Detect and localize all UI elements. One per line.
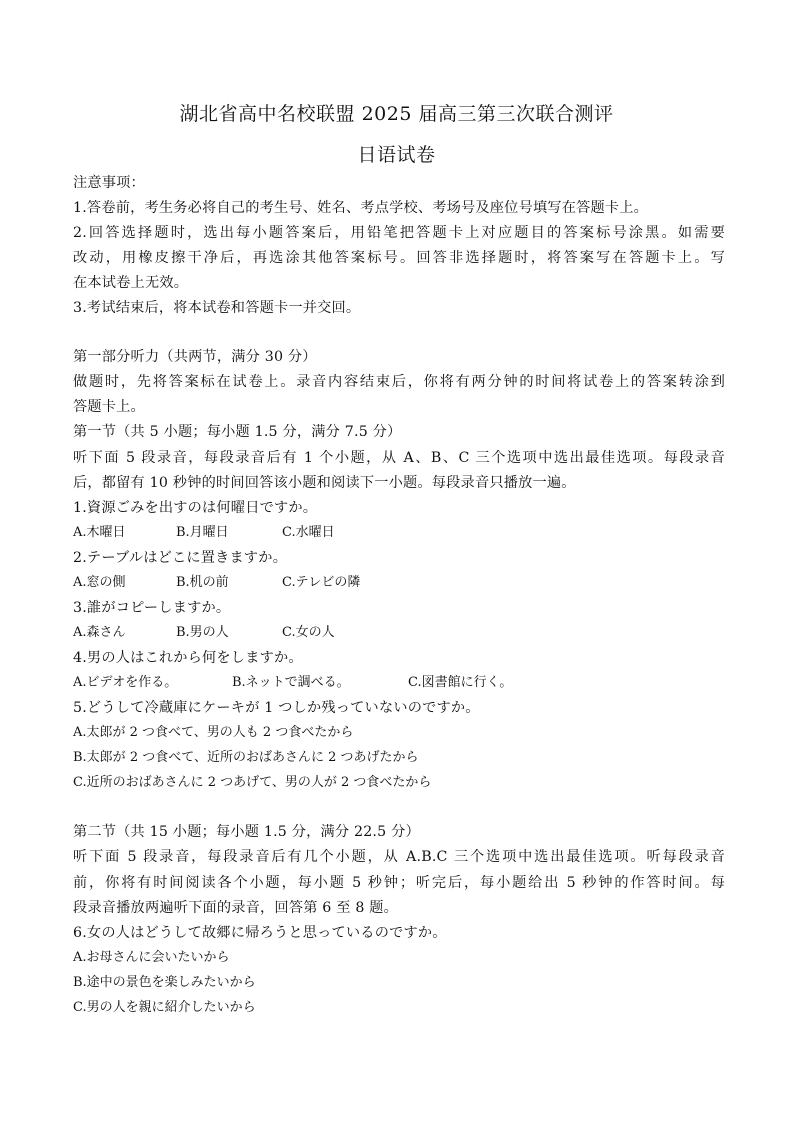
question-4: 4.男の人はこれから何をしますか。 <box>73 650 303 666</box>
notice-heading: 注意事项： <box>73 175 145 191</box>
section2-heading: 第二节（共 15 小题；每小题 1.5 分，满分 22.5 分） <box>73 824 420 840</box>
notice-item-2-line-2: 改动，用橡皮擦干净后，再选涂其他答案标号。回答非选择题时，将答案写在答题卡上。写 <box>73 250 725 266</box>
question-3: 3.誰がコピーしますか。 <box>73 600 231 616</box>
section2-intro-line-1: 听下面 5 段录音，每段录音后有几个小题，从 A.B.C 三个选项中选出最佳选项。听每段录音 <box>73 849 725 865</box>
question-2: 2.テーブルはどこに置きますか。 <box>73 550 288 566</box>
section1-intro-line-1: 听下面 5 段录音，每段录音后有 1 个小题，从 A、B、C 三个选项中选出最佳选项。每段录音 <box>73 450 725 466</box>
part1-heading: 第一部分听力（共两节，满分 30 分） <box>73 349 317 365</box>
notice-item-1: 1.答卷前，考生务必将自己的考生号、姓名、考点学校、考场号及座位号填写在答题卡上。 <box>73 200 649 216</box>
part1-intro-line-1: 做题时，先将答案标在试卷上。录音内容结束后，你将有两分钟的时间将试卷上的答案转涂到 <box>73 374 725 390</box>
question-4-option-b: B.ネットで調べる。 <box>232 675 350 690</box>
exam-subtitle: 日语试卷 <box>357 144 436 166</box>
question-1: 1.資源ごみを出すのは何曜日ですか。 <box>73 500 318 516</box>
question-3-option-c: C.女の人 <box>282 625 335 640</box>
question-6-option-c: C.男の人を親に紹介したいから <box>73 1000 256 1015</box>
question-1-option-b: B.月曜日 <box>176 525 229 540</box>
section2-intro-line-2: 前，你将有时间阅读各个小题，每小题 5 秒钟；听完后，每小题给出 5 秒钟的作答时间。每 <box>73 875 725 891</box>
question-1-option-a: A.木曜日 <box>73 525 126 540</box>
question-4-option-a: A.ビデオを作る。 <box>73 675 178 690</box>
question-4-option-c: C.図書館に行く。 <box>408 675 513 690</box>
question-3-option-a: A.森さん <box>73 625 126 640</box>
section1-intro-line-2: 后，都留有 10 秒钟的时间回答该小题和阅读下一小题。每段录音只播放一遍。 <box>73 475 576 491</box>
question-6: 6.女の人はどうして故郷に帰ろうと思っているのですか。 <box>73 925 447 941</box>
part1-intro-line-2: 答题卡上。 <box>73 399 145 415</box>
question-2-option-a: A.窓の側 <box>73 575 126 590</box>
question-6-option-b: B.途中の景色を楽しみたいから <box>73 975 256 990</box>
question-5-option-c: C.近所のおばあさんに 2 つあげて、男の人が 2 つ食べたから <box>73 775 432 790</box>
exam-title: 湖北省高中名校联盟 2025 届高三第三次联合测评 <box>179 103 614 125</box>
question-5-option-a: A.太郎が 2 つ食べて、男の人も 2 つ食べたから <box>73 725 354 740</box>
question-6-option-a: A.お母さんに会いたいから <box>73 950 230 965</box>
notice-item-2-line-1: 2.回答选择题时，选出每小题答案后，用铅笔把答题卡上对应题目的答案标号涂黑。如需要 <box>73 225 725 241</box>
question-1-option-c: C.水曜日 <box>282 525 335 540</box>
section1-heading: 第一节（共 5 小题；每小题 1.5 分，满分 7.5 分） <box>73 424 402 440</box>
question-2-option-b: B.机の前 <box>176 575 229 590</box>
question-5-option-b: B.太郎が 2 つ食べて、近所のおばあさんに 2 つあげたから <box>73 750 419 765</box>
section2-intro-line-3: 段录音播放两遍听下面的录音，回答第 6 至 8 题。 <box>73 900 399 916</box>
question-2-option-c: C.テレビの隣 <box>282 575 361 590</box>
notice-item-2-line-3: 在本试卷上无效。 <box>73 275 189 291</box>
question-3-option-b: B.男の人 <box>176 625 229 640</box>
question-5: 5.どうして冷蔵庫にケーキが 1 つしか残っていないのですか。 <box>73 700 480 716</box>
notice-item-3: 3.考试结束后，将本试卷和答题卡一并交回。 <box>73 300 361 316</box>
